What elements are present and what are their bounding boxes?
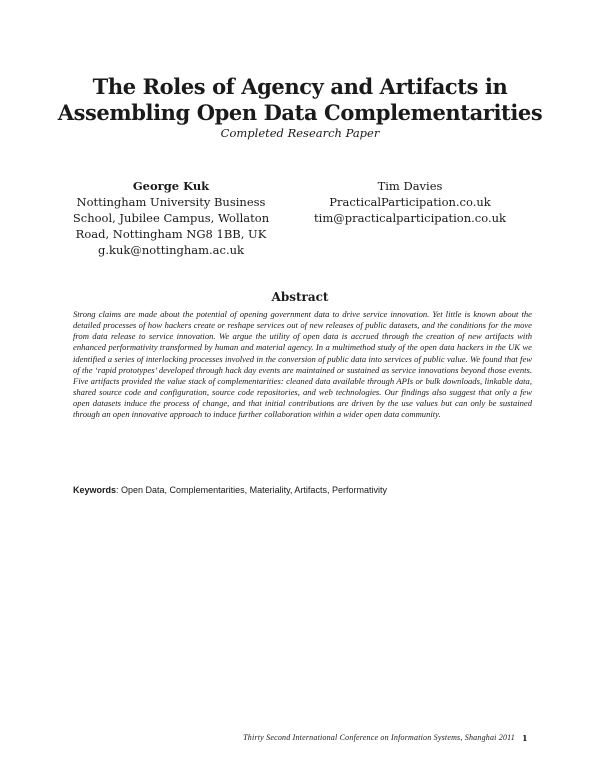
paper-title (40, 74, 560, 126)
keywords-label: Keywords (73, 485, 117, 495)
author-email: tim@practicalparticipation.co.uk (314, 211, 506, 225)
keywords-separator: : (116, 485, 122, 495)
page-number: 1 (522, 733, 528, 743)
author-affiliation-line: Nottingham University Business (76, 195, 266, 209)
author-affiliation-line: PracticalParticipation.co.uk (329, 195, 491, 209)
paper-title-line-2: Assembling Open Data Complementarities (57, 100, 543, 125)
paper-type: Completed Research Paper (220, 126, 380, 140)
keywords-text: Open Data, Complementarities, Materiality, Artifacts, Performativity (121, 485, 387, 495)
author-affiliation-line: School, Jubilee Campus, Wollaton (72, 211, 270, 225)
abstract-body: Strong claims are made about the potential of opening government data to drive service innovation. Yet little is known about the detailed processes of how hackers create or reshape services out of new releases of public datasets, and the conditions for the move from data release to service innovation. We argue the utility of open data is accrued through the creation of new artifacts with enhanced performativity transformed by human and material agency. In a multimethod study of the open data hackers in the UK we identified a series of interlocking processes involved in the conversion of public data into services of public value. We found that few of the ‘rapid prototypes’ developed through hack day events are maintained or sustained as service innovations beyond those events. Five artifacts provided the value stack of complementarities: cleaned data available through APIs or bulk downloads, linkable data, shared source code and configuration, source code repositories, and web technologies. Our findings also suggest that only a few open datasets induce the process of change, and that initial contributions are driven by the use values but can only be sustained through an open innovative approach to induce further collaboration within a wider open data community. (73, 309, 532, 420)
author-name: Tim Davies (377, 179, 443, 193)
author-email: g.kuk@nottingham.ac.uk (97, 243, 245, 257)
paper-title-line-1: The Roles of Agency and Artifacts in (92, 74, 508, 99)
author-block-1 (62, 178, 280, 258)
author-affiliation-line: Road, Nottingham NG8 1BB, UK (75, 227, 267, 241)
author-name: George Kuk (132, 179, 210, 193)
abstract-heading: Abstract (271, 290, 329, 304)
keywords-line (73, 485, 532, 496)
author-block-2 (300, 178, 520, 226)
footer-conference: Thirty Second International Conference on Information Systems, Shanghai 2011 (243, 733, 515, 742)
